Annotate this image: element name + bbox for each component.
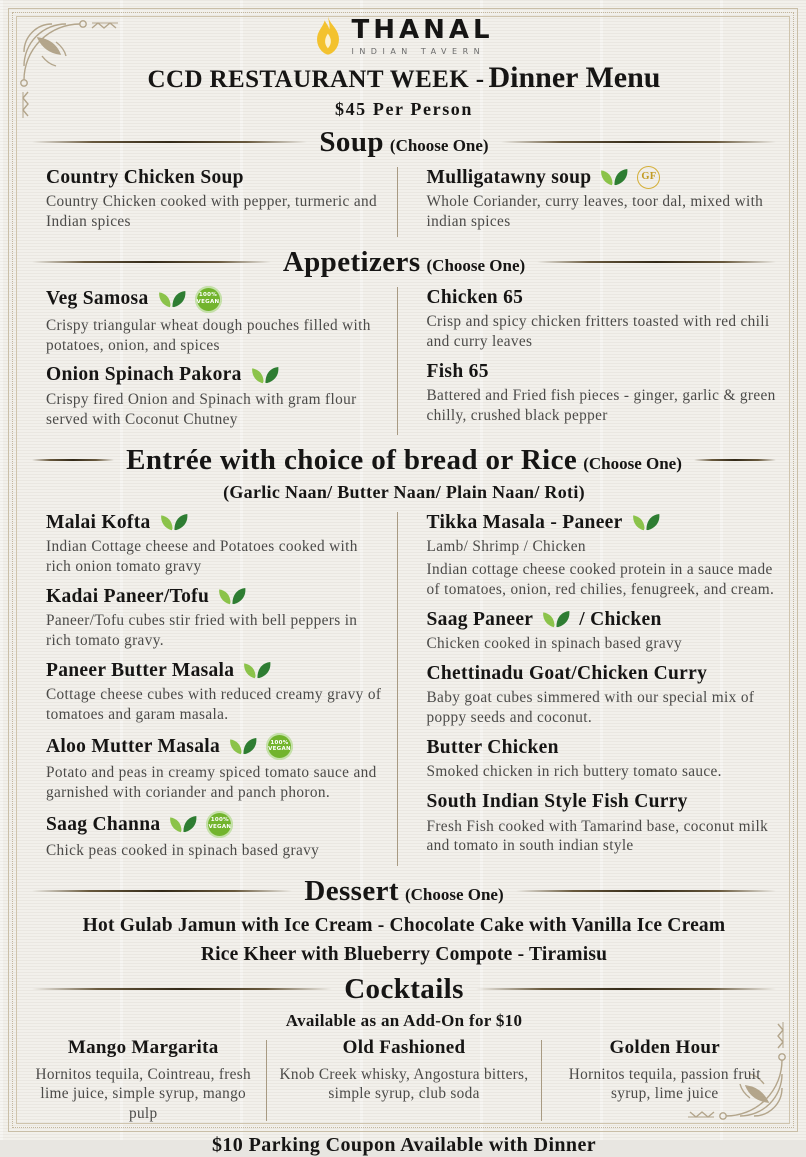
leaf-icon — [631, 513, 661, 532]
section-soup — [32, 164, 776, 240]
page-title — [32, 62, 776, 94]
menu-item — [427, 511, 776, 600]
item-desc: Crispy triangular wheat dough pouches filled with potatoes, onion, and spices — [46, 316, 371, 354]
item-name: Chicken 65 — [426, 286, 524, 308]
section-note: (Choose One) — [404, 884, 504, 904]
item-name: Veg Samosa 100% VEGAN — [46, 286, 382, 313]
item-name: Paneer Butter Masala — [46, 659, 382, 682]
heading-rule — [476, 988, 776, 990]
soup-right-column — [413, 164, 776, 240]
leaf-icon — [168, 815, 198, 834]
heading-rule — [537, 261, 776, 263]
section-heading-dessert — [32, 875, 776, 908]
item-name-suffix: / Chicken — [579, 608, 662, 630]
column-divider — [266, 1040, 267, 1122]
heading-rule — [32, 988, 332, 990]
item-name: Kadai Paneer/Tofu — [46, 585, 382, 608]
leaf-icon — [157, 290, 187, 309]
heading-rule — [32, 141, 307, 143]
menu-item — [46, 286, 382, 356]
heading-rule — [516, 890, 776, 892]
item-name: South Indian Style Fish Curry — [426, 791, 688, 813]
item-name: Tikka Masala - Paneer — [427, 511, 776, 534]
item-desc: Cottage cheese cubes with reduced creamy gravy of tomatoes and garam masala. — [46, 686, 382, 724]
section-appetizers — [32, 284, 776, 438]
menu-item — [46, 811, 382, 861]
item-desc: Fresh Fish cooked with Tamarind base, coconut milk and tomato in south indian style — [426, 817, 769, 855]
menu-item — [46, 733, 382, 803]
menu-item — [46, 659, 382, 725]
brand-text — [351, 14, 494, 56]
title-accent: Dinner Menu — [488, 61, 661, 94]
leaf-icon — [250, 366, 280, 385]
flame-icon — [314, 16, 342, 56]
item-desc: Crispy fired Onion and Spinach with gram flour served with Coconut Chutney — [46, 390, 357, 428]
brand-tagline: INDIAN TAVERN — [351, 46, 486, 56]
price-per-person: $45 Per Person — [334, 98, 474, 119]
leaf-icon — [599, 168, 629, 187]
section-title: Dessert — [304, 874, 399, 907]
item-name: Onion Spinach Pakora — [46, 363, 382, 386]
item-subtitle: Lamb/ Shrimp / Chicken — [426, 537, 586, 555]
cocktail-name: Old Fashioned — [342, 1036, 466, 1058]
menu-item — [427, 662, 776, 728]
item-desc: Paneer/Tofu cubes stir fried with bell peppers in rich tomato gravy. — [46, 612, 358, 649]
section-heading-entree — [32, 444, 776, 477]
cocktail-desc: Hornitos tequila, passion fruit syrup, lime juice — [568, 1065, 761, 1103]
column-divider — [397, 512, 398, 866]
entree-right-column — [413, 509, 776, 869]
menu-item — [427, 166, 776, 232]
heading-rule — [32, 261, 271, 263]
item-desc: Smoked chicken in rich buttery tomato sauce. — [426, 763, 722, 781]
item-desc: Whole Coriander, curry leaves, toor dal, mixed with indian spices — [426, 192, 764, 230]
vegan-badge: 100% VEGAN — [206, 811, 233, 838]
section-cocktails — [32, 1037, 776, 1125]
menu-item — [427, 286, 776, 352]
menu-item — [46, 511, 382, 577]
item-desc: Chicken cooked in spinach based gravy — [426, 634, 683, 652]
section-note: (Choose One) — [426, 255, 526, 275]
heading-rule — [32, 459, 114, 461]
item-name: Chettinadu Goat/Chicken Curry — [426, 662, 708, 684]
leaf-icon — [541, 610, 571, 629]
cocktail-item — [32, 1037, 254, 1125]
item-desc: Baby goat cubes simmered with our special mix of poppy seeds and coconut. — [426, 689, 755, 727]
menu-item — [46, 363, 382, 429]
heading-rule — [694, 459, 776, 461]
entree-left-column — [32, 509, 382, 869]
item-desc: Indian cottage cheese cooked protein in a sauce made of tomatoes, onion, red chilies, fenugreek, and cream. — [426, 560, 775, 598]
section-note: (Choose One) — [583, 453, 682, 473]
cocktail-name: Mango Margarita — [67, 1036, 219, 1058]
cocktails-addon-note: Available as an Add-On for $10 — [285, 1010, 523, 1030]
menu-item — [427, 360, 776, 426]
item-desc: Battered and Fried fish pieces - ginger, garlic & green chilly, crushed black pepper — [426, 387, 776, 425]
item-name: Country Chicken Soup — [46, 166, 244, 188]
item-name: Saag Channa 100% VEGAN — [46, 811, 382, 838]
column-divider — [397, 287, 398, 435]
menu-item — [46, 166, 382, 232]
item-name: Butter Chicken — [426, 736, 559, 758]
heading-rule — [32, 890, 292, 892]
section-heading-appetizers — [32, 246, 776, 279]
cocktail-desc: Knob Creek whisky, Angostura bitters, simple syrup, club soda — [279, 1065, 529, 1103]
item-desc: Country Chicken cooked with pepper, turmeric and Indian spices — [46, 192, 377, 230]
item-name: Fish 65 — [426, 360, 489, 382]
leaf-icon — [228, 737, 258, 756]
section-heading-soup — [32, 126, 776, 159]
entree-bread-options: (Garlic Naan/ Butter Naan/ Plain Naan/ Roti) — [223, 481, 585, 502]
column-divider — [397, 167, 398, 237]
item-desc: Indian Cottage cheese and Potatoes cooked with rich onion tomato gravy — [46, 537, 358, 575]
menu-item — [46, 585, 382, 651]
soup-left-column — [32, 164, 382, 240]
leaf-icon — [217, 587, 247, 606]
item-name: Mulligatawny soup GF — [427, 166, 776, 189]
vegan-badge: 100% VEGAN — [266, 733, 293, 760]
menu-item — [427, 790, 776, 856]
cocktail-desc: Hornitos tequila, Cointreau, fresh lime juice, simple syrup, mango pulp — [35, 1065, 251, 1123]
gluten-free-badge: GF — [637, 166, 660, 189]
section-note: (Choose One) — [389, 135, 489, 155]
section-title: Cocktails — [344, 972, 464, 1005]
item-name: Malai Kofta — [46, 511, 382, 534]
title-main: CCD RESTAURANT WEEK - — [147, 66, 485, 93]
leaf-icon — [159, 513, 189, 532]
cocktail-name: Golden Hour — [609, 1036, 721, 1058]
section-entree — [32, 509, 776, 869]
item-name: Saag Paneer / Chicken — [426, 608, 662, 630]
section-title: Appetizers — [282, 245, 421, 278]
section-title: Entrée with choice of bread or Rice — [126, 443, 578, 476]
item-desc: Chick peas cooked in spinach based gravy — [46, 841, 320, 859]
heading-rule — [501, 141, 776, 143]
appetizers-right-column — [413, 284, 776, 438]
menu-item — [427, 608, 776, 654]
leaf-icon — [242, 661, 272, 680]
parking-coupon-note: $10 Parking Coupon Available with Dinner — [211, 1134, 597, 1157]
brand-logo — [32, 16, 776, 56]
menu-item — [427, 736, 776, 782]
column-divider — [541, 1040, 542, 1122]
cocktail-item — [554, 1037, 776, 1125]
brand-name: THANAL — [351, 14, 494, 45]
section-title: Soup — [319, 125, 384, 158]
appetizers-left-column — [32, 284, 382, 438]
dessert-options-line: Hot Gulab Jamun with Ice Cream - Chocolate Cake with Vanilla Ice Cream — [82, 914, 726, 936]
section-heading-cocktails — [32, 973, 776, 1006]
dessert-options-line: Rice Kheer with Blueberry Compote - Tiramisu — [200, 943, 608, 965]
vegan-badge: 100% VEGAN — [195, 286, 222, 313]
cocktail-item — [279, 1037, 528, 1125]
item-desc: Crisp and spicy chicken fritters toasted with red chili and curry leaves — [426, 313, 770, 350]
item-name: Aloo Mutter Masala 100% VEGAN — [46, 733, 382, 760]
item-desc: Potato and peas in creamy spiced tomato sauce and garnished with coriander and panch phoron. — [46, 763, 377, 801]
